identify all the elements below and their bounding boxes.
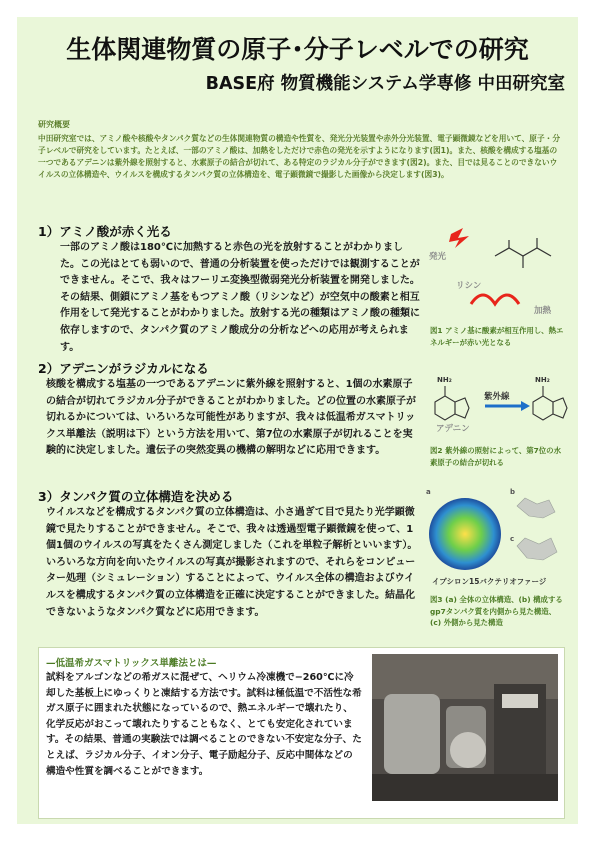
figure-1-caption: 図1 アミノ基に酸素が相互作用し、熱エネルギーが赤い光となる — [430, 326, 564, 347]
gp7-outside-image — [517, 538, 557, 560]
gp7-inside-image — [517, 498, 555, 518]
figure-2-label-adenine: アデニン — [436, 424, 470, 434]
section-3-body: ウイルスなどを構成するタンパク質の立体構造は、小さ過ぎて目で見たり光学顕微鏡で見たりすることができません。そこで、我々は透過型電子顕微鏡を使って、1個1個のウイルスの写真をたくさん測定しました（これを単粒子解析といいます）。いろいろな方向を向いたウイルスの写真が撮影されますので、それらをコンピューター処理（シミュレーション）することによって、ウイルス全体の構造およびウイルスを構成するタンパク質の立体構造を正確に決定することができました。結晶化できないようなタンパク質などに応用できます。 — [46, 507, 418, 618]
section-3-heading: 3）タンパク質の立体構造を決める — [38, 489, 234, 504]
figure-1-label-emit: 発光 — [429, 252, 447, 262]
figure-2-nh2-right: NH₂ — [535, 376, 550, 384]
adenine-structure — [435, 386, 469, 420]
summary-text: 中田研究室では、アミノ酸や核酸やタンパク質などの生体関連物質の構造や性質を、発光分光装置や赤外分光装置、電子顕微鏡などを用いて、原子・分子レベルで研究をしています。たとえば、一部のアミノ酸は、加熱をしただけで赤色の発光を示すようになります(図1)。また、核酸を構成する塩基の一つであるアデニンは紫外線を照射すると、水素原子の結合が切れて、ある特定のラジカル分子ができます(図2)。また、目では見ることのできないウイルスの立体構造や、ウイルスを構成するタンパク質の立体構造を、電子顕微鏡で撮影した画像から決定します(図3)。 — [38, 134, 561, 179]
explanation-body: 試料をアルゴンなどの希ガスに混ぜて、ヘリウム冷凍機で−260℃に冷却した基板上にゆっくりと凍結する方法です。試料は極低温で不活性な希ガス原子に囲まれた状態になっているので、熱エネルギーで壊れたり、化学反応がおこって壊れたりすることもなく、とても安定化されています。その結果、普通の実験法では調べることのできない不安定な分子、たとえば、ラジカル分子、イオン分子、電子励起分子、反応中間体などの構造や性質を調べることができます。 — [46, 672, 362, 777]
lysine-structure — [495, 248, 551, 256]
apparatus-photo — [372, 654, 558, 801]
figure-1-label-heat: 加熱 — [534, 306, 552, 316]
page-subtitle: BASE府 物質機能システム学専修 中田研究室 — [205, 74, 565, 94]
emission-spark-icon — [449, 228, 469, 248]
figure-3-diagram — [425, 488, 570, 580]
figure-2-label-uv: 紫外線 — [484, 392, 510, 402]
figure-3-label-b: b — [510, 488, 516, 496]
section-1-body: 一部のアミノ酸は180℃に加熱すると赤色の光を放射することがわかりました。この光はとても弱いので、普通の分析装置を使っただけでは観測することができません。そこで、我々はフーリエ変換型微弱発光分析装置を開発しました。その結果、側鎖にアミノ基をもつアミノ酸（リシンなど）が空気中の酸素と相互作用をして発光することがわかりました。放射する光の種類はアミノ酸の種類に依存しますので、タンパク質のアミノ酸成分の分析などへの応用が考えられます。 — [60, 242, 420, 353]
figure-2-caption: 図2 紫外線の照射によって、第7位の水素原子の結合が切れる — [430, 446, 561, 467]
figure-3-label-c: c — [510, 535, 515, 543]
summary-heading: 研究概要 — [38, 120, 70, 129]
heat-wave-icon — [471, 295, 519, 304]
figure-3-label-phage: イプシロン15バクテリオファージ — [432, 577, 547, 586]
radical-structure — [533, 386, 567, 420]
section-2-heading: 2）アデニンがラジカルになる — [38, 361, 209, 376]
figure-3-caption: 図3 (a) 全体の立体構造、(b) 構成するgp7タンパク質を内側から見た構造、(c) 外側から見た構造 — [430, 595, 563, 627]
section-2-body: 核酸を構成する塩基の一つであるアデニンに紫外線を照射すると、1個の水素原子の結合が切れてラジカル分子ができることがわかりました。どの位置の水素原子が切れるかについては、いろいろな可能性がありますが、我々は低温希ガスマトリックス単離法（説明は下）という方法を用いて、第7位の水素原子が切れることを実験的に決定しました。遺伝子の突然変異の機構の解明などに応用できます。 — [46, 379, 416, 457]
virus-structure-image — [429, 498, 501, 570]
section-1-heading: 1）アミノ酸が赤く光る — [38, 224, 172, 239]
explanation-heading: —低温希ガスマトリックス単離法とは— — [46, 658, 217, 669]
figure-2-nh2-left: NH₂ — [437, 376, 452, 384]
page-title: 生体関連物質の原子･分子レベルでの研究 — [66, 35, 529, 64]
figure-1-label-lysine: リシン — [456, 281, 482, 291]
figure-3-label-a: a — [426, 488, 431, 496]
